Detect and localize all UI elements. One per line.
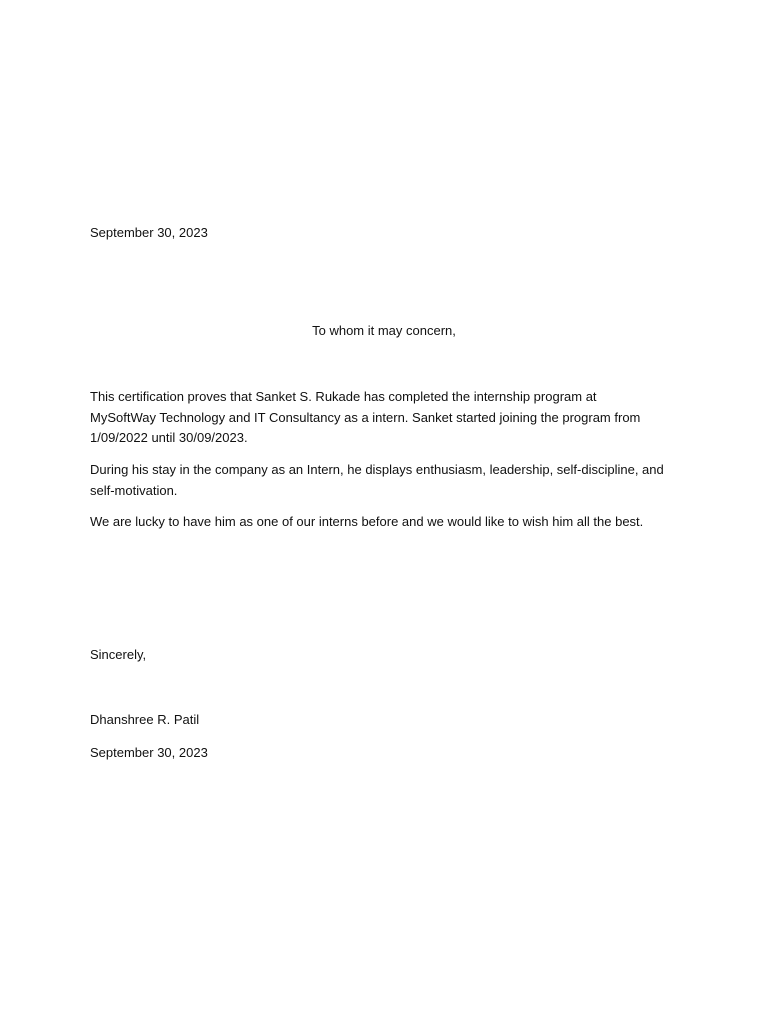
signature-date: September 30, 2023 [90, 745, 208, 760]
signatory-name: Dhanshree R. Patil [90, 712, 200, 727]
body-paragraph-3: We are lucky to have him as one of our interns before and we would like to wish him all the best. [90, 514, 644, 529]
body-paragraph-2: During his stay in the company as an Intern, he displays enthusiasm, leadership, self-discipline, and self-motivation. [90, 462, 664, 498]
letter-date: September 30, 2023 [90, 225, 208, 240]
letter-closing: Sincerely, [90, 647, 147, 662]
body-paragraph-1: This certification proves that Sanket S. Rukade has completed the internship program at MySoftWay Technology and IT Consultancy as a intern. Sanket started joining the program from 1/09/2022 until 30/09/2023. [90, 389, 641, 445]
letter-salutation: To whom it may concern, [312, 323, 456, 338]
